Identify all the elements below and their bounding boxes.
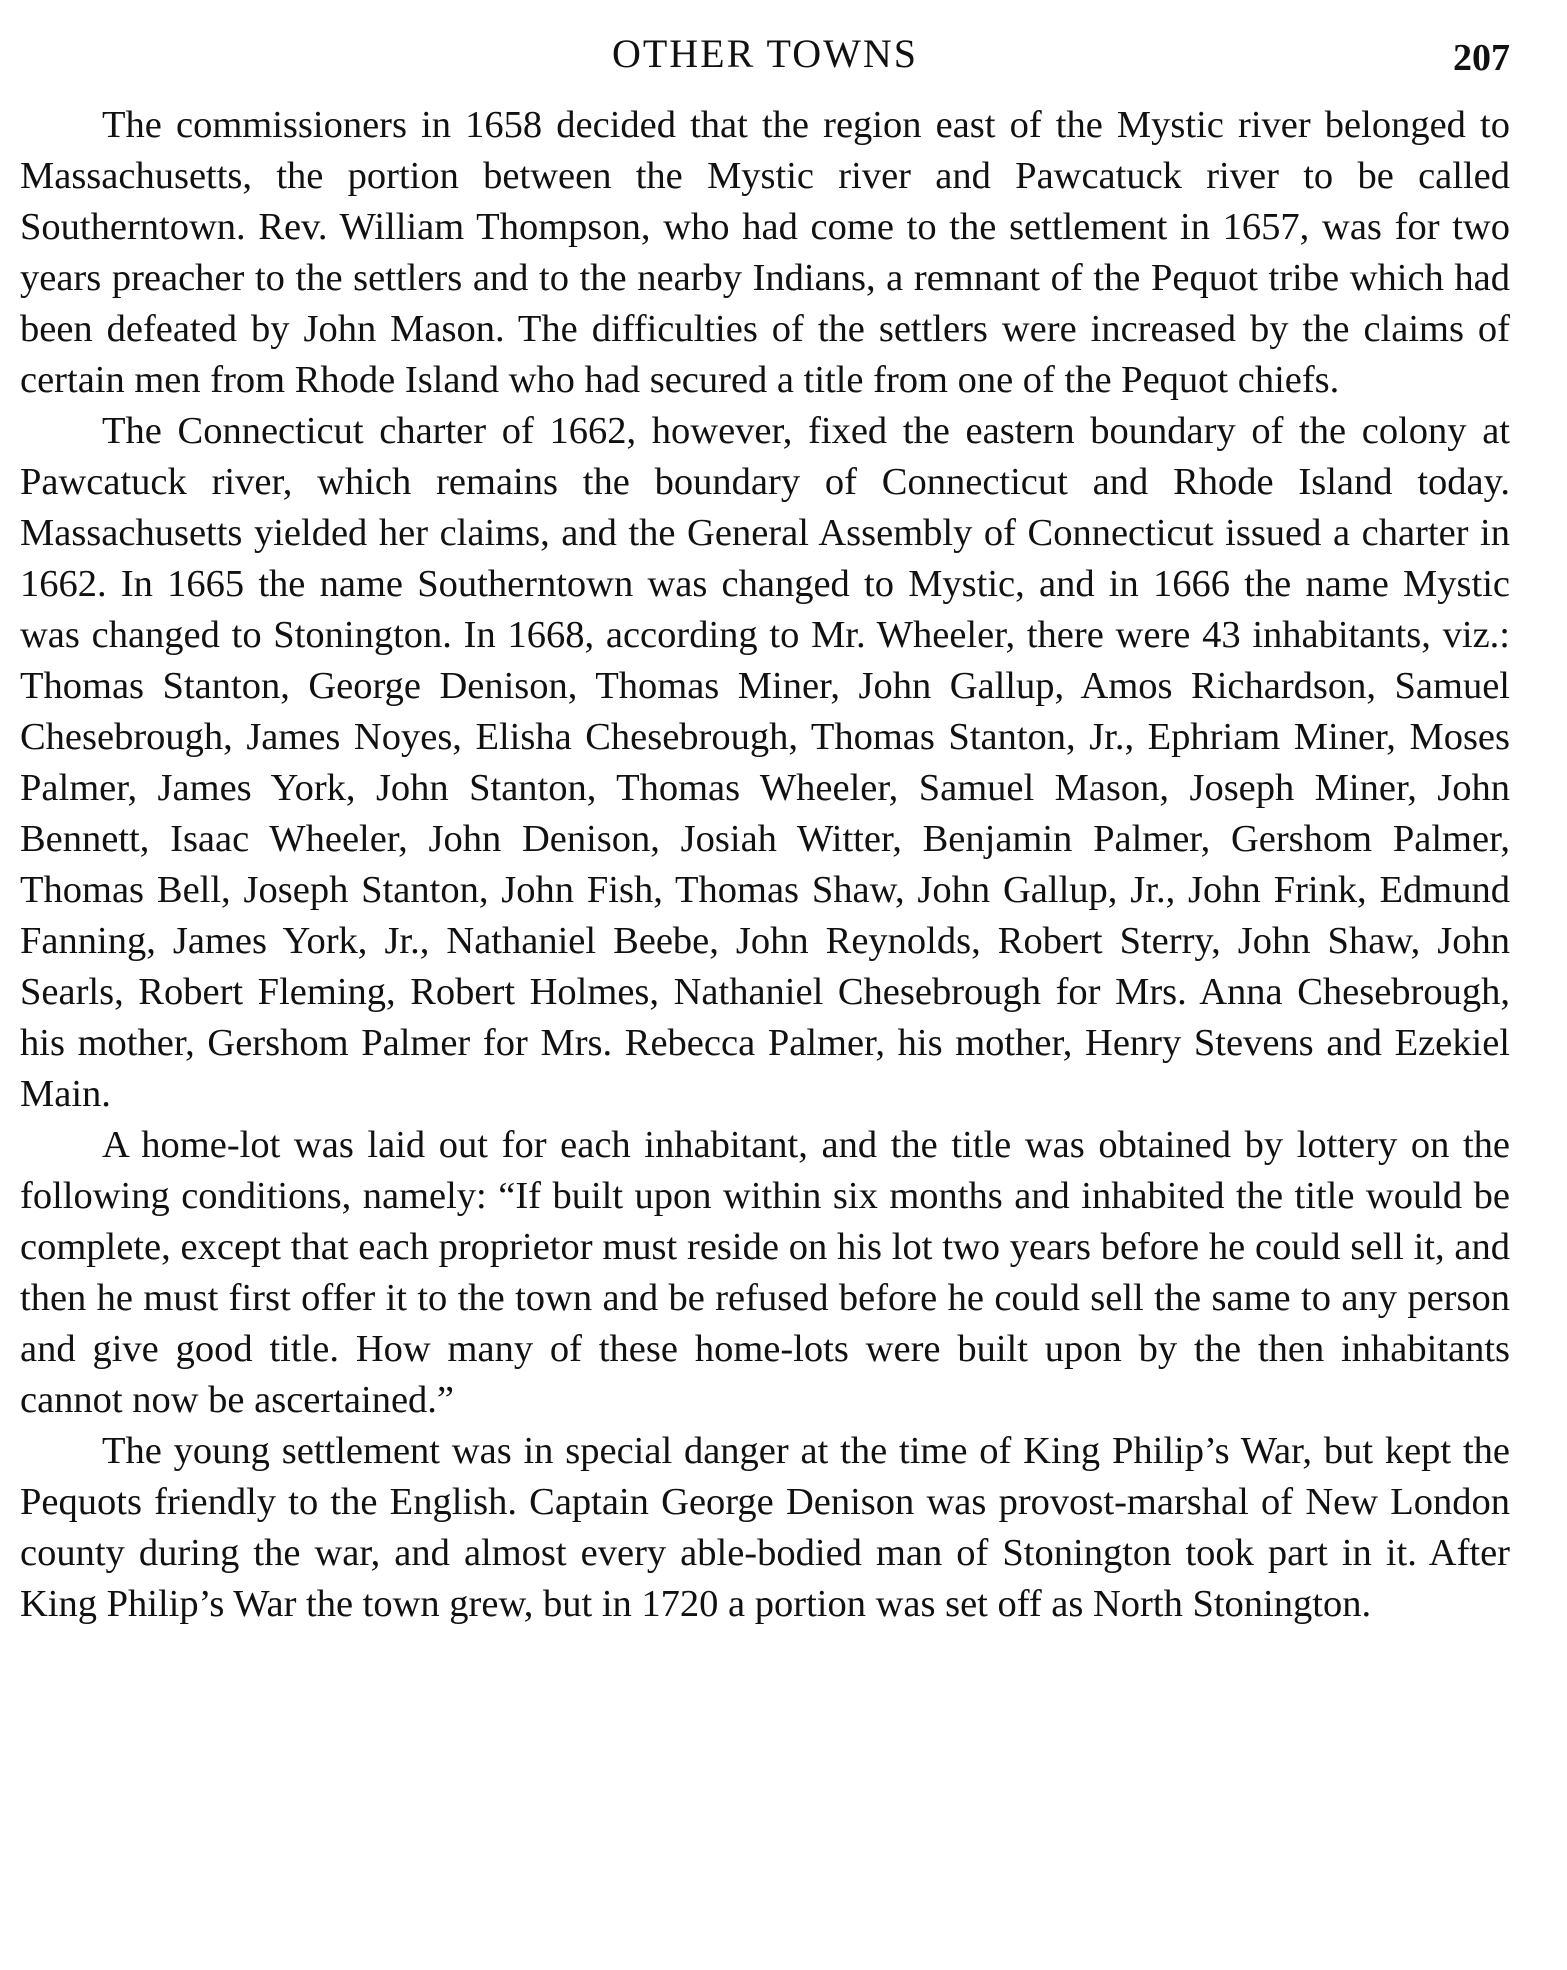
body-text [20,100,1510,1630]
page-number: 207 [1453,37,1510,79]
book-page [20,30,1510,1630]
paragraph-4: The young settlement was in special danger at the time of King Philip’s War, but kept the Pequots friendly to the English. Captain George Denison was provost-marshal of New London county during the war, and almost every able-bodied man of Stonington took part in it. After King Philip’s War the town grew, but in 1720 a portion was set off as North Stonington. [20,1430,1510,1625]
page-header [20,30,1510,100]
running-head: OTHER TOWNS [611,31,919,76]
paragraph-2: The Connecticut charter of 1662, however, fixed the eastern boundary of the colony at Pawcatuck river, which remains the boundary of Connecticut and Rhode Island today. Massachusetts yielded her claims, and the General Assembly of Connecticut issued a charter in 1662. In 1665 the name Southerntown was changed to Mystic, and in 1666 the name Mystic was changed to Stonington. In 1668, according to Mr. Wheeler, there were 43 inhabitants, viz.: Thomas Stanton, George Denison, Thomas Miner, John Gallup, Amos Richardson, Samuel Chesebrough, James Noyes, Elisha Chesebrough, Thomas Stanton, Jr., Ephriam Miner, Moses Palmer, James York, John Stanton, Thomas Wheeler, Samuel Mason, Joseph Miner, John Bennett, Isaac Wheeler, John Denison, Josiah Witter, Benjamin Palmer, Gershom Palmer, Thomas Bell, Joseph Stanton, John Fish, Thomas Shaw, John Gallup, Jr., John Frink, Edmund Fanning, James York, Jr., Nathaniel Beebe, John Reynolds, Robert Sterry, John Shaw, John Searls, Robert Fleming, Robert Holmes, Nathaniel Chesebrough for Mrs. Anna Chesebrough, his mother, Gershom Palmer for Mrs. Rebecca Palmer, his mother, Henry Stevens and Ezekiel Main. [20,410,1510,1115]
paragraph-1: The commissioners in 1658 decided that the region east of the Mystic river belonged to Massachusetts, the portion between the Mystic river and Pawcatuck river to be called Southerntown. Rev. William Thompson, who had come to the settlement in 1657, was for two years preacher to the settlers and to the nearby Indians, a remnant of the Pequot tribe which had been defeated by John Mason. The difficulties of the settlers were increased by the claims of certain men from Rhode Island who had secured a title from one of the Pequot chiefs. [20,104,1510,401]
paragraph-3: A home-lot was laid out for each inhabitant, and the title was obtained by lottery on the following conditions, namely: “If built upon within six months and inhabited the title would be complete, except that each proprietor must reside on his lot two years before he could sell it, and then he must first offer it to the town and be refused before he could sell the same to any person and give good title. How many of these home-lots were built upon by the then inhabitants cannot now be ascertained.” [20,1124,1510,1421]
